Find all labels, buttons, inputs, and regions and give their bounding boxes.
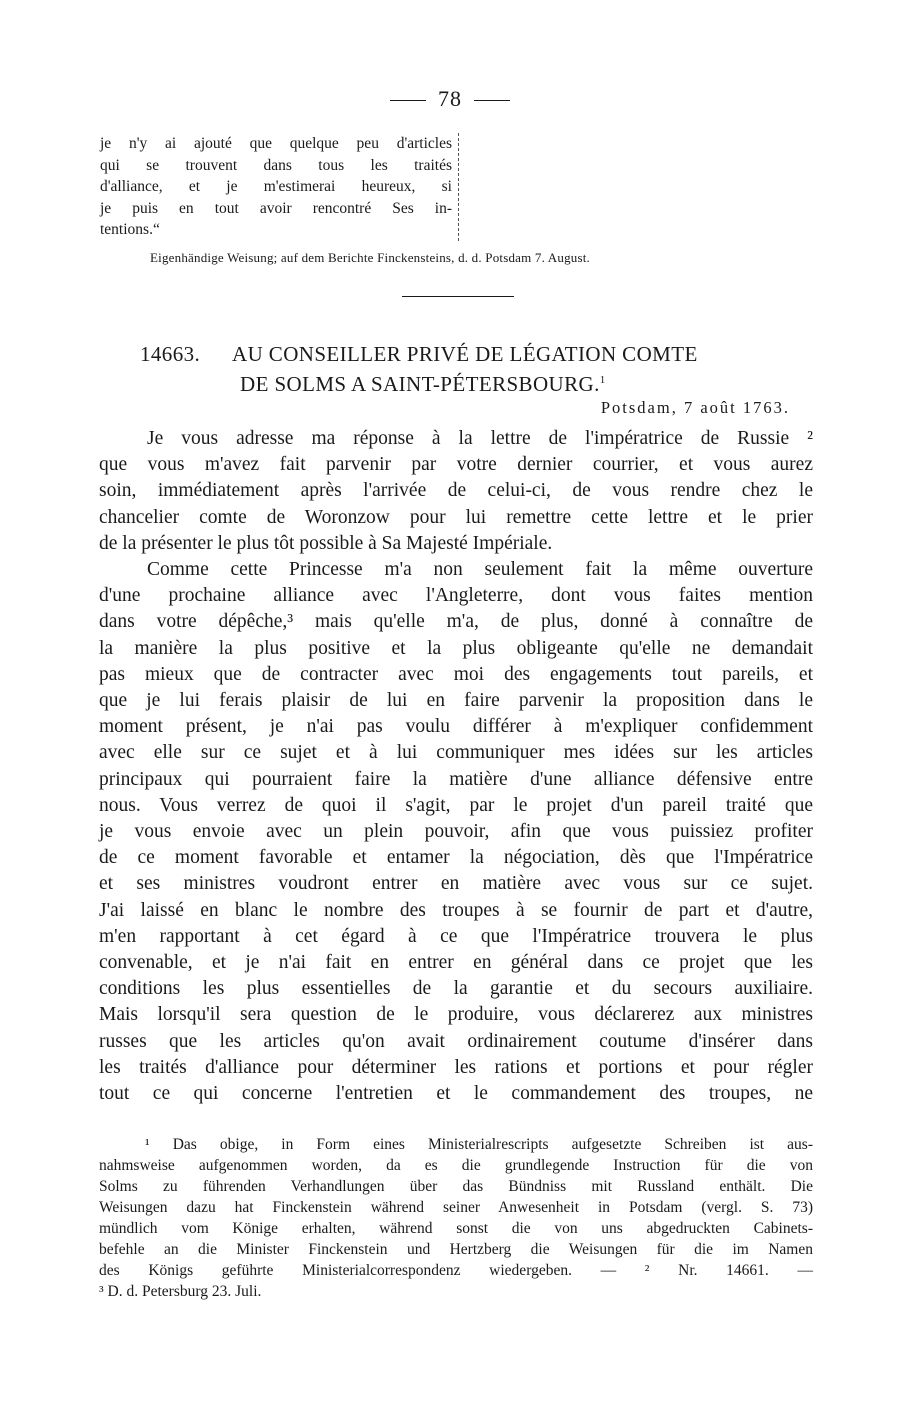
body-line: dans votre dépêche,³ mais qu'elle m'a, de plus, donné à connaître de	[99, 611, 813, 633]
page-number: 78	[438, 86, 462, 111]
section-divider	[402, 296, 514, 297]
document-title-line-2	[140, 367, 800, 397]
body-line: avec elle sur ce sujet et à lui communiquer mes idées sur les articles	[99, 742, 813, 764]
body-line: Comme cette Princesse m'a non seulement fait la même ouverture	[147, 559, 813, 581]
body-line: d'une prochaine alliance avec l'Angleterre, dont vous faites mention	[99, 585, 813, 607]
body-line: soin, immédiatement après l'arrivée de celui-ci, de vous rendre chez le	[99, 480, 813, 502]
footnote-line: ³ D. d. Petersburg 23. Juli.	[99, 1283, 262, 1300]
body-line: m'en rapportant à cet égard à ce que l'Impératrice trouvera le plus	[99, 925, 813, 947]
body-line: conditions les plus essentielles de la garantie et du secours auxiliaire.	[99, 978, 813, 1000]
footnote-line: befehle an die Minister Finckenstein und Hertzberg die Weisungen für die im Namen	[99, 1241, 813, 1258]
quote-line: je n'y ai ajouté que quelque peu d'articles	[100, 135, 452, 152]
footnote-line: des Königs geführte Ministerialcorrespondenz wiedergeben. — ² Nr. 14661. —	[99, 1262, 813, 1279]
footnote-line: Weisungen dazu hat Finckenstein während seiner Anwesenheit in Potsdam (vergl. S. 73)	[99, 1199, 813, 1216]
footnotes	[99, 1134, 813, 1302]
body-line: de ce moment favorable et entamer la négociation, dès que l'Impératrice	[99, 847, 813, 869]
body-line: J'ai laissé en blanc le nombre des troupes à se fournir de part et d'autre,	[99, 899, 813, 921]
footnote-line: Solms zu führenden Verhandlungen über das Bündniss mit Russland enthält. Die	[99, 1178, 813, 1195]
document-title-line-1: AU CONSEILLER PRIVÉ DE LÉGATION COMTE	[232, 342, 698, 366]
body-line: de la présenter le plus tôt possible à Sa Majesté Impériale.	[99, 532, 553, 554]
footnote-line: nahmsweise aufgenommen worden, da es die grundlegende Instruction für die von	[99, 1157, 813, 1174]
source-note: Eigenhändige Weisung; auf dem Berichte Finckensteins, d. d. Potsdam 7. August.	[150, 250, 591, 265]
document-number: 14663.	[140, 342, 201, 366]
body-line: je vous envoie avec un plein pouvoir, afin que vous puissiez profiter	[99, 821, 813, 843]
quoted-excerpt	[100, 133, 459, 241]
body-line: que vous m'avez fait parvenir par votre dernier courrier, et vous aurez	[99, 454, 813, 476]
body-line: Je vous adresse ma réponse à la lettre de l'impératrice de Russie ²	[147, 428, 813, 449]
body-line: la manière la plus positive et la plus obligeante qu'elle ne demandait	[99, 637, 813, 659]
quote-line: tentions.“	[100, 221, 160, 238]
document-heading	[140, 341, 800, 397]
letter-body	[99, 426, 813, 1107]
quote-line: je puis en tout avoir rencontré Ses in-	[100, 199, 452, 217]
document-title-line-2-text: DE SOLMS A SAINT-PÉTERSBOURG.	[240, 372, 600, 396]
body-line: nous. Vous verrez de quoi il s'agit, par le projet d'un pareil traité que	[99, 794, 813, 816]
header-dash-left	[390, 100, 426, 101]
dateline: Potsdam, 7 août 1763.	[600, 398, 790, 417]
body-line: pas mieux que de contracter avec moi des engagements tout pareils, et	[99, 663, 813, 685]
body-line: Mais lorsqu'il sera question de le produire, vous déclarerez aux ministres	[99, 1004, 813, 1026]
body-line: convenable, et je n'ai fait en entrer en général dans ce projet que les	[99, 952, 813, 974]
body-line: chancelier comte de Woronzow pour lui remettre cette lettre et le prier	[99, 506, 813, 528]
quote-line: d'alliance, et je m'estimerai heureux, si	[100, 178, 452, 195]
footnote-line: mündlich vom Könige erhalten, während sonst die von uns abgedruckten Cabinets-	[99, 1220, 813, 1237]
quote-line: qui se trouvent dans tous les traités	[100, 156, 452, 174]
title-footnote-ref: 1	[599, 374, 606, 386]
body-line: que je lui ferais plaisir de lui en faire parvenir la proposition dans le	[99, 690, 813, 712]
header-dash-right	[474, 100, 510, 101]
footnote-line: ¹ Das obige, in Form eines Ministerialrescripts aufgesetzte Schreiben ist aus-	[145, 1136, 813, 1153]
body-line: tout ce qui concerne l'entretien et le commandement des troupes, ne	[99, 1083, 813, 1105]
body-line: et ses ministres voudront entrer en matière avec vous sur ce sujet.	[99, 873, 813, 895]
body-line: les traités d'alliance pour déterminer les rations et portions et pour régler	[99, 1056, 813, 1078]
body-line: russes que les articles qu'on avait ordinairement coutume d'insérer dans	[99, 1030, 813, 1052]
body-line: moment présent, je n'ai pas voulu différer à m'expliquer confidemment	[99, 716, 813, 738]
body-line: principaux qui pourraient faire la matière d'une alliance défensive entre	[99, 768, 813, 790]
page-number-header	[0, 86, 900, 112]
